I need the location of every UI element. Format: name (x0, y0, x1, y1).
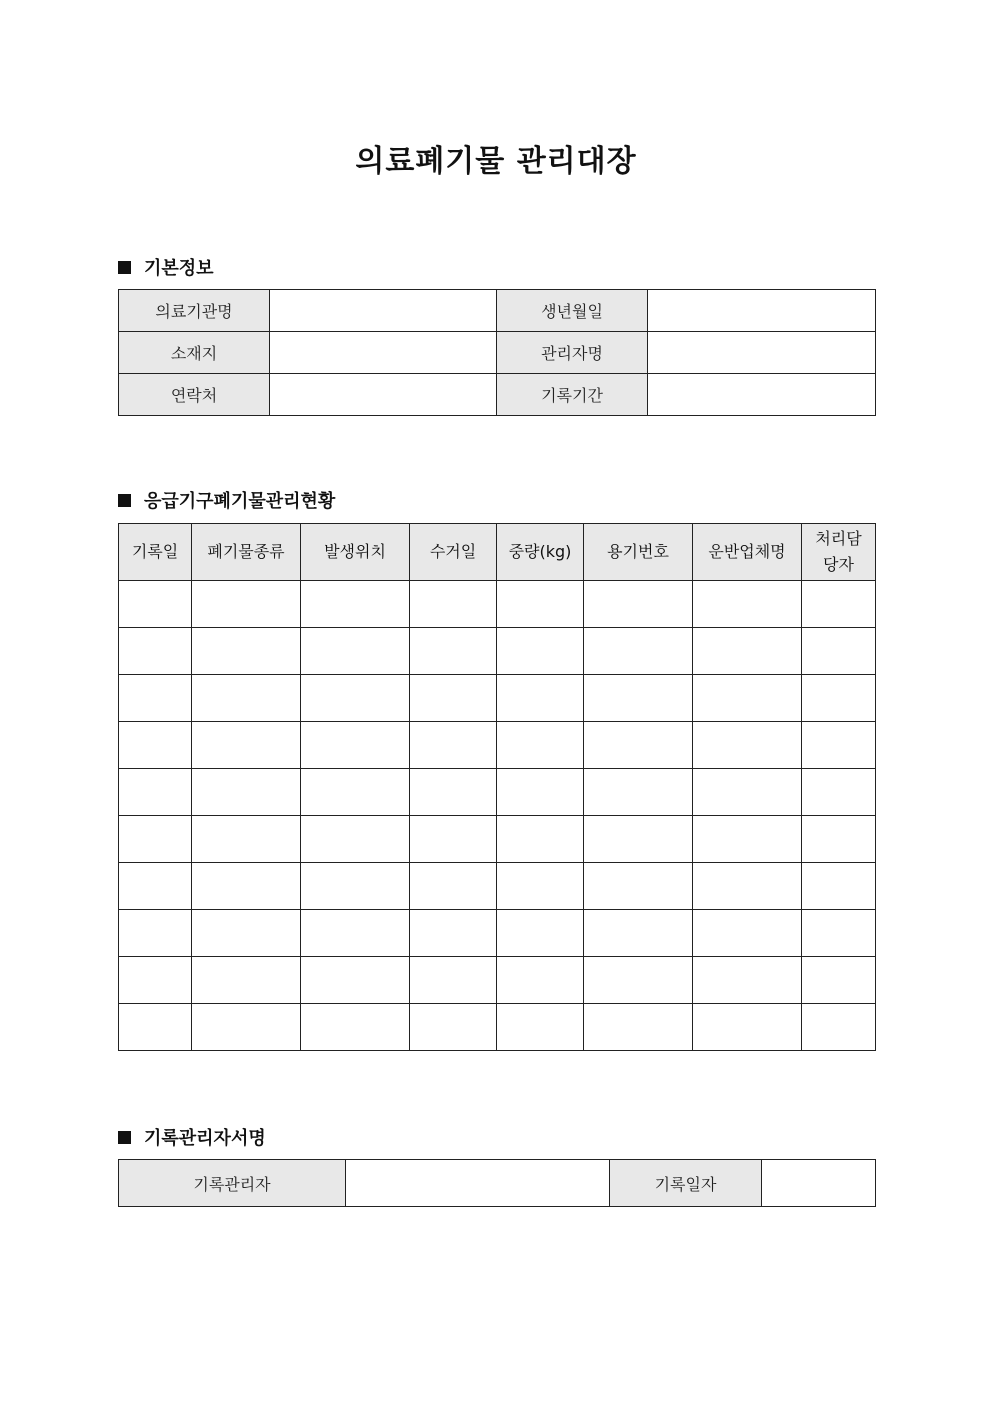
column-header-weight: 중량(kg) (497, 524, 584, 581)
cell-collection-date[interactable] (410, 910, 497, 957)
cell-waste-type[interactable] (192, 769, 301, 816)
column-header-container-number: 용기번호 (584, 524, 693, 581)
cell-carrier[interactable] (693, 769, 802, 816)
cell-container-number[interactable] (584, 910, 693, 957)
cell-waste-type[interactable] (192, 816, 301, 863)
table-row (119, 581, 876, 628)
table-row (119, 910, 876, 957)
label-birth-date: 생년월일 (497, 290, 648, 332)
field-record-date[interactable] (762, 1160, 876, 1207)
cell-record-date[interactable] (119, 628, 192, 675)
document-title: 의료폐기물 관리대장 (355, 144, 637, 179)
cell-container-number[interactable] (584, 1004, 693, 1051)
cell-waste-type[interactable] (192, 910, 301, 957)
field-manager-name[interactable] (648, 332, 876, 374)
cell-handler[interactable] (802, 1004, 876, 1051)
field-institution-name[interactable] (270, 290, 497, 332)
table-row (119, 769, 876, 816)
square-bullet-icon (118, 261, 131, 274)
cell-handler[interactable] (802, 910, 876, 957)
field-contact[interactable] (270, 374, 497, 416)
cell-container-number[interactable] (584, 675, 693, 722)
cell-handler[interactable] (802, 628, 876, 675)
cell-weight[interactable] (497, 910, 584, 957)
field-record-period[interactable] (648, 374, 876, 416)
label-location: 소재지 (119, 332, 270, 374)
cell-record-date[interactable] (119, 581, 192, 628)
column-header-carrier: 운반업체명 (693, 524, 802, 581)
section-heading-signature (118, 1124, 266, 1150)
cell-weight[interactable] (497, 863, 584, 910)
column-header-record-date: 기록일 (119, 524, 192, 581)
table-row (119, 722, 876, 769)
cell-handler[interactable] (802, 675, 876, 722)
label-contact: 연락처 (119, 374, 270, 416)
cell-origin-location[interactable] (301, 957, 410, 1004)
cell-carrier[interactable] (693, 910, 802, 957)
section-title: 기본정보 (144, 258, 214, 279)
cell-collection-date[interactable] (410, 581, 497, 628)
cell-handler[interactable] (802, 957, 876, 1004)
label-record-manager: 기록관리자 (119, 1160, 346, 1207)
cell-weight[interactable] (497, 816, 584, 863)
cell-weight[interactable] (497, 1004, 584, 1051)
cell-collection-date[interactable] (410, 675, 497, 722)
cell-container-number[interactable] (584, 863, 693, 910)
cell-origin-location[interactable] (301, 863, 410, 910)
cell-container-number[interactable] (584, 581, 693, 628)
cell-waste-type[interactable] (192, 581, 301, 628)
table-row (119, 1160, 876, 1207)
cell-origin-location[interactable] (301, 628, 410, 675)
cell-collection-date[interactable] (410, 722, 497, 769)
cell-weight[interactable] (497, 628, 584, 675)
square-bullet-icon (118, 1131, 131, 1144)
cell-carrier[interactable] (693, 628, 802, 675)
cell-waste-type[interactable] (192, 628, 301, 675)
cell-waste-type[interactable] (192, 863, 301, 910)
cell-container-number[interactable] (584, 628, 693, 675)
cell-carrier[interactable] (693, 863, 802, 910)
cell-record-date[interactable] (119, 910, 192, 957)
cell-collection-date[interactable] (410, 957, 497, 1004)
cell-handler[interactable] (802, 581, 876, 628)
label-record-period: 기록기간 (497, 374, 648, 416)
cell-carrier[interactable] (693, 581, 802, 628)
section-heading-waste-status (118, 487, 335, 513)
column-header-waste-type: 폐기물종류 (192, 524, 301, 581)
table-row (119, 816, 876, 863)
table-row (119, 1004, 876, 1051)
table-row (119, 332, 876, 374)
cell-record-date[interactable] (119, 816, 192, 863)
cell-waste-type[interactable] (192, 722, 301, 769)
cell-origin-location[interactable] (301, 910, 410, 957)
cell-origin-location[interactable] (301, 816, 410, 863)
cell-record-date[interactable] (119, 1004, 192, 1051)
label-record-date: 기록일자 (610, 1160, 762, 1207)
cell-carrier[interactable] (693, 816, 802, 863)
field-record-manager[interactable] (346, 1160, 610, 1207)
cell-origin-location[interactable] (301, 1004, 410, 1051)
cell-weight[interactable] (497, 581, 584, 628)
cell-weight[interactable] (497, 769, 584, 816)
cell-record-date[interactable] (119, 675, 192, 722)
column-header-collection-date: 수거일 (410, 524, 497, 581)
cell-collection-date[interactable] (410, 816, 497, 863)
section-title: 응급기구폐기물관리현황 (144, 491, 336, 512)
table-header-row (119, 524, 876, 581)
cell-waste-type[interactable] (192, 675, 301, 722)
table-row (119, 863, 876, 910)
signature-table (118, 1159, 876, 1207)
cell-weight[interactable] (497, 675, 584, 722)
table-row (119, 628, 876, 675)
section-title: 기록관리자서명 (144, 1128, 266, 1149)
table-row (119, 675, 876, 722)
cell-waste-type[interactable] (192, 957, 301, 1004)
column-header-origin-location: 발생위치 (301, 524, 410, 581)
cell-carrier[interactable] (693, 675, 802, 722)
cell-collection-date[interactable] (410, 1004, 497, 1051)
cell-handler[interactable] (802, 769, 876, 816)
cell-origin-location[interactable] (301, 675, 410, 722)
cell-handler[interactable] (802, 816, 876, 863)
cell-record-date[interactable] (119, 863, 192, 910)
table-row (119, 957, 876, 1004)
cell-collection-date[interactable] (410, 628, 497, 675)
field-birth-date[interactable] (648, 290, 876, 332)
cell-collection-date[interactable] (410, 863, 497, 910)
cell-origin-location[interactable] (301, 581, 410, 628)
cell-carrier[interactable] (693, 957, 802, 1004)
cell-handler[interactable] (802, 722, 876, 769)
cell-container-number[interactable] (584, 769, 693, 816)
label-manager-name: 관리자명 (497, 332, 648, 374)
cell-origin-location[interactable] (301, 722, 410, 769)
cell-record-date[interactable] (119, 957, 192, 1004)
cell-record-date[interactable] (119, 722, 192, 769)
cell-container-number[interactable] (584, 957, 693, 1004)
cell-record-date[interactable] (119, 769, 192, 816)
cell-weight[interactable] (497, 722, 584, 769)
basic-info-table (118, 289, 876, 416)
section-heading-basic-info (118, 254, 214, 280)
table-row (119, 374, 876, 416)
cell-waste-type[interactable] (192, 1004, 301, 1051)
cell-weight[interactable] (497, 957, 584, 1004)
table-row (119, 290, 876, 332)
cell-carrier[interactable] (693, 1004, 802, 1051)
cell-collection-date[interactable] (410, 769, 497, 816)
label-institution-name: 의료기관명 (119, 290, 270, 332)
cell-carrier[interactable] (693, 722, 802, 769)
cell-origin-location[interactable] (301, 769, 410, 816)
field-location[interactable] (270, 332, 497, 374)
cell-container-number[interactable] (584, 816, 693, 863)
cell-handler[interactable] (802, 863, 876, 910)
column-header-handler: 처리담당자 (802, 524, 876, 581)
cell-container-number[interactable] (584, 722, 693, 769)
waste-status-table (118, 523, 876, 1051)
square-bullet-icon (118, 494, 131, 507)
